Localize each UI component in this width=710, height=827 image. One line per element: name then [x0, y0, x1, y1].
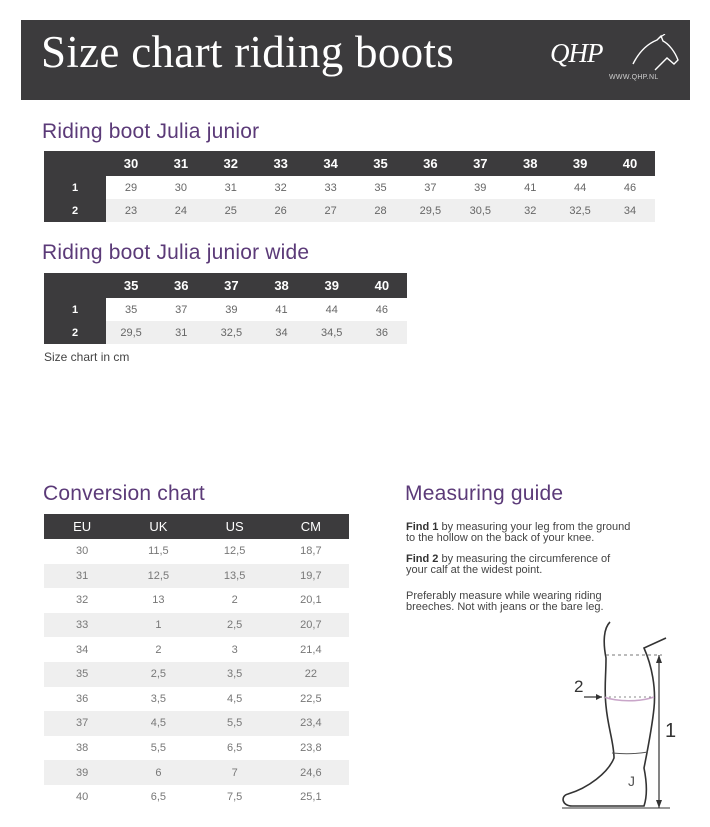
measure-row [44, 199, 655, 222]
label-1: 1 [665, 720, 677, 742]
measure-cell: 30,5 [455, 199, 505, 222]
conversion-row [44, 785, 349, 810]
measure-cell: 25 [206, 199, 256, 222]
measure-row-label: 1 [44, 298, 106, 321]
boot-hem [612, 752, 648, 754]
measure-cell: 39 [455, 176, 505, 199]
conversion-cell: 34 [44, 637, 120, 662]
conversion-cell: 13,5 [197, 564, 273, 589]
conversion-cell: 5,5 [120, 736, 196, 761]
preferably-text-line2: breeches. Not with jeans or the bare leg. [406, 601, 604, 613]
size-header-cell: 37 [206, 273, 256, 298]
find-2-text: by measuring the circumference of [438, 553, 611, 565]
conversion-cell: 24,6 [273, 760, 349, 785]
conversion-cell: 2 [120, 637, 196, 662]
measure-cell: 23 [106, 199, 156, 222]
measure-cell: 31 [156, 321, 206, 344]
conversion-cell: 4,5 [120, 711, 196, 736]
measure-cell: 39 [206, 298, 256, 321]
conversion-cell: 3,5 [120, 687, 196, 712]
conversion-cell: 22 [273, 662, 349, 687]
measure-cell: 29,5 [405, 199, 455, 222]
size-header-cell: 39 [555, 151, 605, 176]
find-2-label: Find 2 [406, 553, 439, 565]
measure-cell: 34,5 [307, 321, 357, 344]
conversion-cell: 35 [44, 662, 120, 687]
conversion-row [44, 736, 349, 761]
conversion-cell: 39 [44, 760, 120, 785]
size-header-cell: 40 [605, 151, 655, 176]
conversion-row [44, 539, 349, 564]
measure-cell: 28 [356, 199, 406, 222]
conversion-row [44, 711, 349, 736]
measure-cell: 36 [357, 321, 407, 344]
measuring-guide-title: Measuring guide [405, 482, 564, 505]
measure-cell: 31 [206, 176, 256, 199]
arrow-2-head [596, 694, 602, 700]
measure-row-label: 2 [44, 321, 106, 344]
find-2-text-line2: your calf at the widest point. [406, 564, 543, 576]
measure-cell: 46 [357, 298, 407, 321]
size-header-row [44, 273, 407, 298]
guide-preferably [406, 591, 696, 613]
measure-cell: 33 [306, 176, 356, 199]
logo-url: WWW.QHP.NL [609, 74, 659, 81]
arrow-1-top-head [656, 655, 662, 663]
size-header-cell: 38 [256, 273, 306, 298]
conversion-cell: 5,5 [197, 711, 273, 736]
measure-cell: 32,5 [555, 199, 605, 222]
conversion-row [44, 760, 349, 785]
conversion-cell: 13 [120, 588, 196, 613]
size-header-cell: 37 [455, 151, 505, 176]
conversion-cell: 11,5 [120, 539, 196, 564]
conversion-header-cell: CM [273, 514, 349, 539]
leg-measurement-diagram [548, 618, 688, 818]
conversion-cell: 22,5 [273, 687, 349, 712]
conversion-cell: 4,5 [197, 687, 273, 712]
measure-cell: 41 [256, 298, 306, 321]
conversion-cell: 3,5 [197, 662, 273, 687]
header-corner [44, 151, 106, 176]
size-header-cell: 39 [307, 273, 357, 298]
conversion-row [44, 637, 349, 662]
horse-head-icon [629, 34, 681, 74]
conversion-cell: 3 [197, 637, 273, 662]
conversion-cell: 2,5 [120, 662, 196, 687]
logo-text: QHP [550, 38, 603, 68]
conversion-cell: 7 [197, 760, 273, 785]
conversion-cell: 6,5 [197, 736, 273, 761]
julia-junior-wide-size-table [44, 273, 407, 344]
size-header-cell: 40 [357, 273, 407, 298]
conversion-cell: 1 [120, 613, 196, 638]
conversion-cell: 30 [44, 539, 120, 564]
find-1-text-line2: to the hollow on the back of your knee. [406, 532, 595, 544]
size-header-cell: 33 [256, 151, 306, 176]
size-header-cell: 32 [206, 151, 256, 176]
measure-cell: 34 [605, 199, 655, 222]
conversion-cell: 37 [44, 711, 120, 736]
conversion-header-cell: UK [120, 514, 196, 539]
conversion-cell: 6,5 [120, 785, 196, 810]
size-header-row [44, 151, 655, 176]
conversion-row [44, 564, 349, 589]
conversion-cell: 20,1 [273, 588, 349, 613]
size-header-cell: 36 [156, 273, 206, 298]
measure-cell: 44 [555, 176, 605, 199]
conversion-row [44, 662, 349, 687]
leg-outline [563, 622, 666, 806]
measure-row-label: 2 [44, 199, 106, 222]
measure-cell: 29,5 [106, 321, 156, 344]
header-banner [21, 20, 690, 100]
measure-cell: 32,5 [206, 321, 256, 344]
find-1-label: Find 1 [406, 521, 439, 533]
conversion-cell: 33 [44, 613, 120, 638]
conversion-cell: 20,7 [273, 613, 349, 638]
julia-junior-wide-title: Riding boot Julia junior wide [42, 241, 310, 264]
size-header-cell: 34 [306, 151, 356, 176]
size-chart-note: Size chart in cm [44, 350, 130, 364]
conversion-cell: 12,5 [197, 539, 273, 564]
size-header-cell: 31 [156, 151, 206, 176]
measure-cell: 41 [505, 176, 555, 199]
conversion-row [44, 613, 349, 638]
conversion-table [44, 514, 349, 810]
size-header-cell: 36 [405, 151, 455, 176]
conversion-chart-title: Conversion chart [43, 482, 205, 505]
conversion-row [44, 687, 349, 712]
preferably-text: Preferably measure while wearing riding [406, 590, 602, 602]
measure-cell: 37 [405, 176, 455, 199]
conversion-cell: 31 [44, 564, 120, 589]
measure-row [44, 298, 407, 321]
conversion-header-cell: US [197, 514, 273, 539]
guide-find-1 [406, 522, 696, 544]
conversion-cell: 6 [120, 760, 196, 785]
measure-row [44, 176, 655, 199]
label-2: 2 [574, 677, 584, 696]
conversion-cell: 12,5 [120, 564, 196, 589]
measure-cell: 27 [306, 199, 356, 222]
measure-cell: 35 [106, 298, 156, 321]
measure-cell: 24 [156, 199, 206, 222]
conversion-row [44, 588, 349, 613]
conversion-cell: 40 [44, 785, 120, 810]
conversion-cell: 18,7 [273, 539, 349, 564]
j-letter: J [628, 773, 635, 789]
julia-junior-size-table [44, 151, 655, 222]
size-header-cell: 35 [356, 151, 406, 176]
conversion-cell: 38 [44, 736, 120, 761]
calf-line [604, 697, 654, 701]
conversion-cell: 21,4 [273, 637, 349, 662]
conversion-header-cell: EU [44, 514, 120, 539]
conversion-cell: 23,4 [273, 711, 349, 736]
conversion-cell: 32 [44, 588, 120, 613]
measure-cell: 30 [156, 176, 206, 199]
measure-cell: 26 [256, 199, 306, 222]
size-header-cell: 38 [505, 151, 555, 176]
conversion-cell: 2 [197, 588, 273, 613]
measure-cell: 46 [605, 176, 655, 199]
size-header-cell: 30 [106, 151, 156, 176]
conversion-cell: 23,8 [273, 736, 349, 761]
guide-find-2 [406, 554, 696, 576]
measure-cell: 32 [505, 199, 555, 222]
julia-junior-title: Riding boot Julia junior [42, 120, 260, 143]
measure-row [44, 321, 407, 344]
conversion-cell: 25,1 [273, 785, 349, 810]
size-header-cell: 35 [106, 273, 156, 298]
measure-cell: 35 [356, 176, 406, 199]
measure-cell: 44 [307, 298, 357, 321]
conversion-cell: 7,5 [197, 785, 273, 810]
qhp-logo [547, 32, 681, 88]
arrow-1-bottom-head [656, 800, 662, 808]
measure-cell: 34 [256, 321, 306, 344]
conversion-cell: 19,7 [273, 564, 349, 589]
measure-cell: 32 [256, 176, 306, 199]
measure-cell: 37 [156, 298, 206, 321]
conversion-cell: 2,5 [197, 613, 273, 638]
header-corner [44, 273, 106, 298]
page-title: Size chart riding boots [41, 27, 455, 77]
measure-cell: 29 [106, 176, 156, 199]
find-1-text: by measuring your leg from the ground [438, 521, 631, 533]
conversion-header-row [44, 514, 349, 539]
conversion-cell: 36 [44, 687, 120, 712]
measure-row-label: 1 [44, 176, 106, 199]
